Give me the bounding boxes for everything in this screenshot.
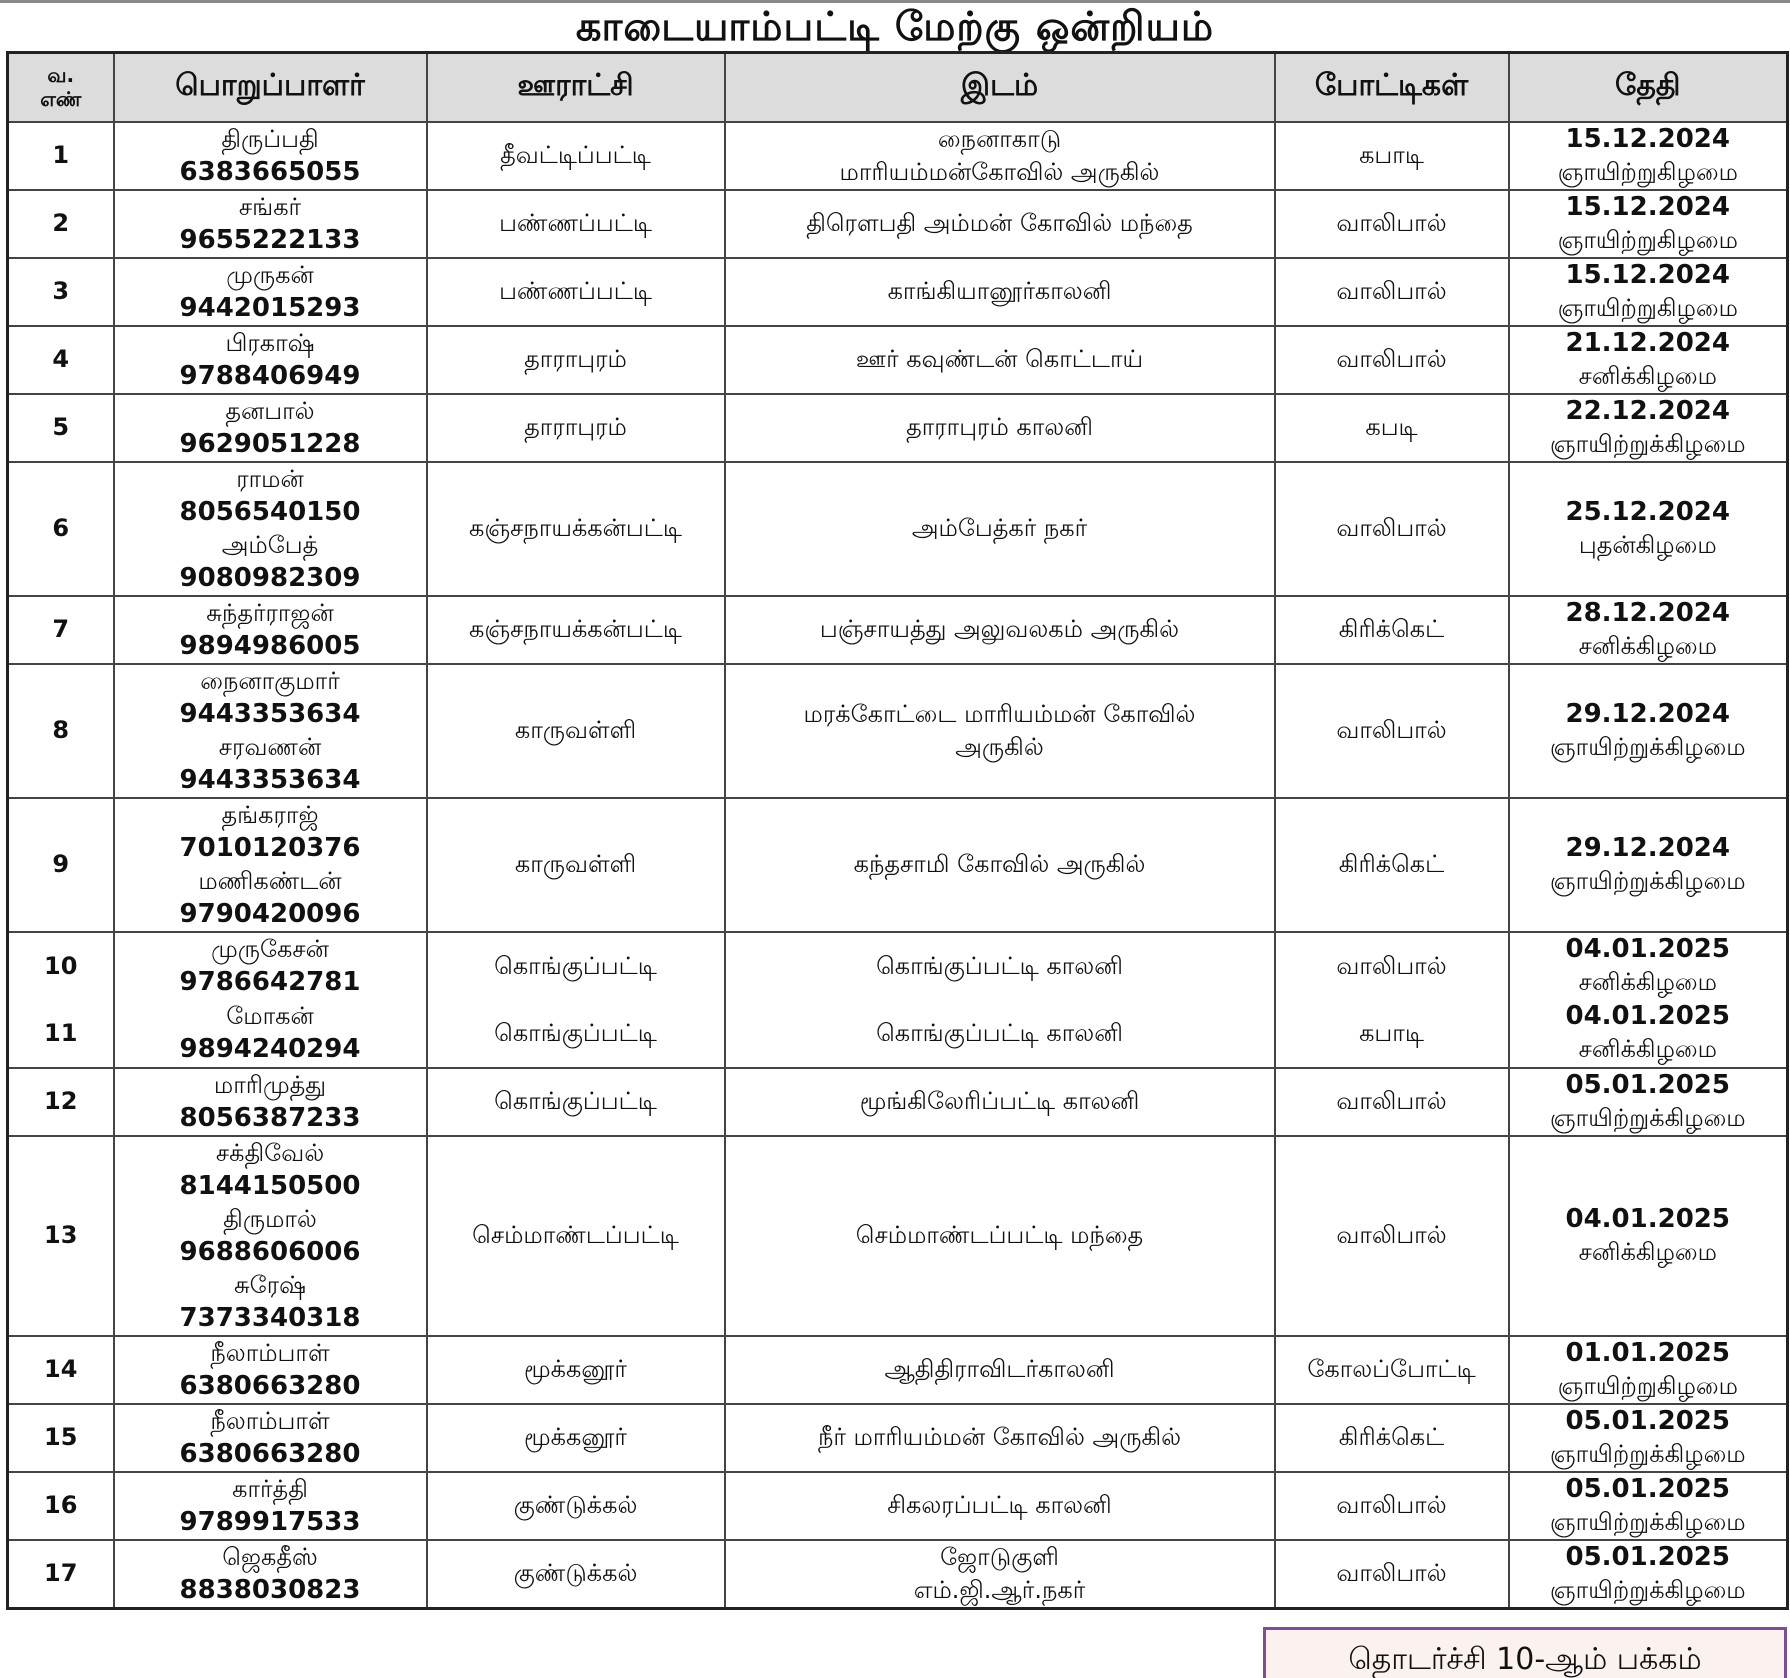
incharge-name: சக்திவேல் bbox=[215, 1138, 325, 1167]
day-value: ஞாயிற்றுக்கிழமை bbox=[1549, 1507, 1746, 1536]
header-incharge: பொறுப்பாளர் bbox=[114, 53, 427, 122]
incharge-phone: 9788406949 bbox=[179, 360, 361, 391]
date-cell bbox=[1509, 1336, 1788, 1404]
game-cell: வாலிபால் bbox=[1275, 664, 1509, 798]
incharge-phone: 9442015293 bbox=[179, 292, 361, 323]
place-line: மூங்கிலேரிப்பட்டி காலனி bbox=[859, 1087, 1140, 1115]
game-cell: வாலிபால் bbox=[1275, 1540, 1509, 1609]
serial-no: 7 bbox=[8, 596, 114, 664]
place-cell bbox=[725, 1068, 1275, 1136]
place-line: மாரியம்மன்கோவில் அருகில் bbox=[839, 157, 1160, 186]
day-value: ஞாயிற்றுக்கிழமை bbox=[1549, 732, 1746, 761]
game-cell: வாலிபால் bbox=[1275, 462, 1509, 596]
place-cell bbox=[725, 1136, 1275, 1336]
game-cell: கிரிக்கெட் bbox=[1275, 798, 1509, 932]
date-value: 05.01.2025 bbox=[1565, 1069, 1730, 1100]
place-cell bbox=[725, 462, 1275, 596]
village-cell: தாராபுரம் bbox=[427, 394, 725, 462]
page-title: காடையாம்பட்டி மேற்கு ஒன்றியம் bbox=[575, 4, 1215, 50]
incharge-phone: 8056540150 bbox=[179, 496, 361, 527]
village-cell: செம்மாண்டப்பட்டி bbox=[427, 1136, 725, 1336]
table-row bbox=[8, 1336, 1788, 1404]
place-line: நீர் மாரியம்மன் கோவில் அருகில் bbox=[817, 1423, 1182, 1451]
village-cell: மூக்கனூர் bbox=[427, 1336, 725, 1404]
village-cell: பண்ணப்பட்டி bbox=[427, 258, 725, 326]
incharge-name: சரவணன் bbox=[218, 732, 322, 761]
serial-no: 13 bbox=[8, 1136, 114, 1336]
game-cell: கிரிக்கெட் bbox=[1275, 596, 1509, 664]
incharge-name: மாரிமுத்து bbox=[213, 1070, 327, 1099]
incharge-cell bbox=[114, 798, 427, 932]
merged-subcell: கொங்குப்பட்டி காலனி bbox=[876, 1018, 1123, 1047]
day-value: ஞாயிற்றுகிழமை bbox=[1557, 1371, 1738, 1400]
incharge-name: நீலாம்பாள் bbox=[210, 1338, 330, 1367]
village-cell: காருவள்ளி bbox=[427, 664, 725, 798]
incharge-phone: 8838030823 bbox=[179, 1574, 361, 1605]
header-row bbox=[8, 53, 1788, 122]
game-cell: கிரிக்கெட் bbox=[1275, 1404, 1509, 1472]
incharge-name: ராமன் bbox=[236, 464, 304, 493]
incharge-name: தனபால் bbox=[225, 396, 315, 425]
game-cell: கோலப்போட்டி bbox=[1275, 1336, 1509, 1404]
table-row bbox=[8, 596, 1788, 664]
village-cell: பண்ணப்பட்டி bbox=[427, 190, 725, 258]
game-cell: வாலிபால் bbox=[1275, 190, 1509, 258]
merged-subcell: வாலிபால் bbox=[1336, 951, 1447, 980]
date-cell bbox=[1509, 258, 1788, 326]
date-cell bbox=[1509, 190, 1788, 258]
place-line: நைனாகாடு bbox=[937, 124, 1062, 153]
incharge-cell bbox=[114, 1540, 427, 1609]
date-cell bbox=[1509, 596, 1788, 664]
incharge-cell bbox=[114, 1136, 427, 1336]
date-value: 15.12.2024 bbox=[1565, 123, 1730, 154]
date-value: 22.12.2024 bbox=[1565, 395, 1730, 426]
village-cell: தீவட்டிப்பட்டி bbox=[427, 122, 725, 190]
merged-subcell bbox=[1516, 933, 1781, 1000]
day-value: ஞாயிற்றுக்கிழமை bbox=[1549, 1575, 1746, 1604]
place-line: அம்பேத்கர் நகர் bbox=[911, 514, 1088, 542]
incharge-name: சங்கர் bbox=[238, 192, 302, 221]
header-serial-no-line2: எண் bbox=[40, 87, 82, 112]
place-cell bbox=[725, 326, 1275, 394]
merged-subcell: 11 bbox=[44, 1018, 78, 1047]
incharge-name: கார்த்தி bbox=[232, 1474, 308, 1503]
date-cell bbox=[1509, 122, 1788, 190]
incharge-name: முருகேசன் bbox=[211, 935, 329, 963]
incharge-name: ஜெகதீஸ் bbox=[222, 1542, 318, 1571]
incharge-phone: 9894240294 bbox=[179, 1034, 361, 1064]
date-cell bbox=[1509, 462, 1788, 596]
date-cell bbox=[1509, 1404, 1788, 1472]
date-value: 21.12.2024 bbox=[1565, 327, 1730, 358]
game-cell bbox=[1275, 932, 1509, 1068]
table-body bbox=[8, 122, 1788, 1609]
serial-no: 12 bbox=[8, 1068, 114, 1136]
place-cell bbox=[725, 122, 1275, 190]
incharge-cell bbox=[114, 664, 427, 798]
incharge-name: அம்பேத் bbox=[221, 530, 319, 559]
date-value: 01.01.2025 bbox=[1565, 1337, 1730, 1368]
place-line: ஜோடுகுளி bbox=[940, 1542, 1059, 1571]
header-serial-no bbox=[8, 53, 114, 122]
serial-no: 15 bbox=[8, 1404, 114, 1472]
incharge-phone: 9789917533 bbox=[179, 1506, 361, 1537]
serial-no: 5 bbox=[8, 394, 114, 462]
incharge-name: மோகன் bbox=[226, 1002, 314, 1030]
game-cell: கபடி bbox=[1275, 394, 1509, 462]
header-date: தேதி bbox=[1509, 53, 1788, 122]
place-cell bbox=[725, 258, 1275, 326]
incharge-cell bbox=[114, 190, 427, 258]
village-cell: கஞ்சநாயக்கன்பட்டி bbox=[427, 462, 725, 596]
date-value: 05.01.2025 bbox=[1565, 1473, 1730, 1504]
header-place: இடம் bbox=[725, 53, 1275, 122]
incharge-cell bbox=[114, 394, 427, 462]
place-cell bbox=[725, 1472, 1275, 1540]
table-row bbox=[8, 326, 1788, 394]
date-cell bbox=[1509, 394, 1788, 462]
incharge-phone: 9443353634 bbox=[179, 698, 361, 729]
table-row bbox=[8, 798, 1788, 932]
village-cell: காருவள்ளி bbox=[427, 798, 725, 932]
incharge-phone: 7010120376 bbox=[179, 832, 361, 863]
table-row bbox=[8, 1472, 1788, 1540]
place-cell bbox=[725, 798, 1275, 932]
serial-no: 17 bbox=[8, 1540, 114, 1609]
table-row bbox=[8, 1136, 1788, 1336]
serial-no: 4 bbox=[8, 326, 114, 394]
date-value: 04.01.2025 bbox=[1565, 934, 1730, 964]
day-value: ஞாயிற்றுக்கிழமை bbox=[1549, 866, 1746, 895]
day-value: ஞாயிற்றுக்கிழமை bbox=[1549, 429, 1746, 458]
incharge-phone: 9655222133 bbox=[179, 224, 361, 255]
header-village: ஊராட்சி bbox=[427, 53, 725, 122]
incharge-phone: 9790420096 bbox=[179, 898, 361, 929]
merged-subcell: கொங்குப்பட்டி bbox=[494, 951, 657, 980]
incharge-phone: 7373340318 bbox=[179, 1302, 361, 1333]
incharge-phone: 6380663280 bbox=[179, 1370, 361, 1401]
incharge-name: மணிகண்டன் bbox=[198, 866, 342, 895]
incharge-phone: 6383665055 bbox=[179, 156, 361, 187]
serial-no: 14 bbox=[8, 1336, 114, 1404]
place-line: கந்தசாமி கோவில் அருகில் bbox=[853, 850, 1146, 878]
place-line: மரக்கோட்டை மாரியம்மன் கோவில் bbox=[803, 699, 1196, 728]
incharge-name: சுரேஷ் bbox=[234, 1270, 306, 1299]
header-serial-no-line1: வ. bbox=[47, 63, 75, 88]
serial-no bbox=[8, 932, 114, 1068]
place-line: சிகலரப்பட்டி காலனி bbox=[887, 1491, 1112, 1519]
date-cell bbox=[1509, 932, 1788, 1068]
place-line: எம்.ஜி.ஆர்.நகர் bbox=[913, 1575, 1086, 1604]
incharge-cell bbox=[114, 1068, 427, 1136]
date-value: 15.12.2024 bbox=[1565, 191, 1730, 222]
date-value: 25.12.2024 bbox=[1565, 496, 1730, 527]
place-cell bbox=[725, 394, 1275, 462]
incharge-cell bbox=[114, 596, 427, 664]
place-cell bbox=[725, 1404, 1275, 1472]
date-value: 15.12.2024 bbox=[1565, 259, 1730, 290]
serial-no: 16 bbox=[8, 1472, 114, 1540]
place-line: ஊர் கவுண்டன் கொட்டாய் bbox=[855, 345, 1144, 373]
day-value: ஞாயிற்றுகிழமை bbox=[1557, 157, 1738, 186]
serial-no: 3 bbox=[8, 258, 114, 326]
place-line: பஞ்சாயத்து அலுவலகம் அருகில் bbox=[819, 615, 1180, 643]
game-cell: வாலிபால் bbox=[1275, 326, 1509, 394]
day-value: ஞாயிற்றுக்கிழமை bbox=[1549, 1439, 1746, 1468]
table-row bbox=[8, 664, 1788, 798]
incharge-cell bbox=[114, 462, 427, 596]
game-cell: வாலிபால் bbox=[1275, 1136, 1509, 1336]
incharge-name: பிரகாஷ் bbox=[225, 328, 315, 357]
incharge-phone: 6380663280 bbox=[179, 1438, 361, 1469]
incharge-name: திருமால் bbox=[223, 1204, 317, 1233]
merged-subcell: 10 bbox=[44, 951, 78, 980]
header-games: போட்டிகள் bbox=[1275, 53, 1509, 122]
incharge-phone: 8144150500 bbox=[179, 1170, 361, 1201]
place-cell bbox=[725, 664, 1275, 798]
incharge-name: நைனாகுமார் bbox=[200, 666, 340, 695]
incharge-phone: 8056387233 bbox=[179, 1102, 361, 1133]
place-cell bbox=[725, 190, 1275, 258]
day-value: சனிக்கிழமை bbox=[1578, 361, 1717, 390]
date-value: 05.01.2025 bbox=[1565, 1405, 1730, 1436]
place-line: காங்கியானூர்காலனி bbox=[887, 277, 1112, 305]
date-value: 29.12.2024 bbox=[1565, 832, 1730, 863]
place-line: திரௌபதி அம்மன் கோவில் மந்தை bbox=[806, 209, 1193, 237]
incharge-phone: 9688606006 bbox=[179, 1236, 361, 1267]
incharge-phone: 9786642781 bbox=[179, 967, 361, 997]
table-row bbox=[8, 190, 1788, 258]
incharge-cell bbox=[114, 1404, 427, 1472]
village-cell: தாராபுரம் bbox=[427, 326, 725, 394]
incharge-phone: 9080982309 bbox=[179, 562, 361, 593]
incharge-cell bbox=[114, 932, 427, 1068]
date-cell bbox=[1509, 1068, 1788, 1136]
table-row bbox=[8, 1404, 1788, 1472]
incharge-name: முருகன் bbox=[226, 260, 314, 289]
game-cell: வாலிபால் bbox=[1275, 1472, 1509, 1540]
incharge-cell bbox=[114, 258, 427, 326]
village-cell: குண்டுக்கல் bbox=[427, 1540, 725, 1609]
date-value: 28.12.2024 bbox=[1565, 597, 1730, 628]
incharge-name: தங்கராஜ் bbox=[221, 800, 319, 829]
table-row bbox=[8, 258, 1788, 326]
game-cell: வாலிபால் bbox=[1275, 1068, 1509, 1136]
incharge-phone: 9443353634 bbox=[179, 764, 361, 795]
place-line: அருகில் bbox=[955, 732, 1044, 761]
table-row bbox=[8, 122, 1788, 190]
date-value: 04.01.2025 bbox=[1565, 1001, 1730, 1031]
incharge-name: நீலாம்பாள் bbox=[210, 1406, 330, 1435]
schedule-table bbox=[6, 51, 1789, 1610]
incharge-name: திருப்பதி bbox=[221, 124, 319, 153]
date-cell bbox=[1509, 1472, 1788, 1540]
date-cell bbox=[1509, 1136, 1788, 1336]
day-value: சனிக்கிழமை bbox=[1578, 631, 1717, 660]
serial-no: 2 bbox=[8, 190, 114, 258]
merged-subcell bbox=[121, 1000, 420, 1067]
place-line: ஆதிதிராவிடர்காலனி bbox=[884, 1355, 1115, 1383]
day-value: ஞாயிற்றுகிழமை bbox=[1557, 293, 1738, 322]
date-cell bbox=[1509, 1540, 1788, 1609]
serial-no: 6 bbox=[8, 462, 114, 596]
table-row-merged bbox=[8, 932, 1788, 1068]
day-value: சனிக்கிழமை bbox=[1578, 1035, 1717, 1063]
place-cell bbox=[725, 1540, 1275, 1609]
place-line: செம்மாண்டப்பட்டி மந்தை bbox=[855, 1221, 1144, 1249]
merged-subcell bbox=[121, 933, 420, 1000]
top-rule bbox=[0, 0, 1790, 3]
serial-no: 9 bbox=[8, 798, 114, 932]
incharge-phone: 9629051228 bbox=[179, 428, 361, 459]
place-cell bbox=[725, 1336, 1275, 1404]
day-value: ஞாயிற்றுகிழமை bbox=[1557, 225, 1738, 254]
date-value: 29.12.2024 bbox=[1565, 698, 1730, 729]
date-cell bbox=[1509, 798, 1788, 932]
merged-subcell: கொங்குப்பட்டி காலனி bbox=[876, 951, 1123, 980]
merged-subcell bbox=[1516, 1000, 1781, 1067]
village-cell: குண்டுக்கல் bbox=[427, 1472, 725, 1540]
incharge-cell bbox=[114, 1472, 427, 1540]
table-row bbox=[8, 1540, 1788, 1609]
merged-subcell: கொங்குப்பட்டி bbox=[494, 1018, 657, 1047]
place-line: தாராபுரம் காலனி bbox=[906, 413, 1093, 441]
table-row bbox=[8, 1068, 1788, 1136]
village-cell: கொங்குப்பட்டி bbox=[427, 1068, 725, 1136]
day-value: சனிக்கிழமை bbox=[1578, 968, 1717, 996]
incharge-phone: 9894986005 bbox=[179, 630, 361, 661]
village-cell: கஞ்சநாயக்கன்பட்டி bbox=[427, 596, 725, 664]
village-cell: மூக்கனூர் bbox=[427, 1404, 725, 1472]
date-value: 05.01.2025 bbox=[1565, 1541, 1730, 1572]
place-cell bbox=[725, 932, 1275, 1068]
table-row bbox=[8, 394, 1788, 462]
incharge-cell bbox=[114, 1336, 427, 1404]
incharge-cell bbox=[114, 326, 427, 394]
day-value: புதன்கிழமை bbox=[1578, 530, 1717, 559]
game-cell: வாலிபால் bbox=[1275, 258, 1509, 326]
incharge-cell bbox=[114, 122, 427, 190]
game-cell: கபாடி bbox=[1275, 122, 1509, 190]
day-value: சனிக்கிழமை bbox=[1578, 1237, 1717, 1266]
day-value: ஞாயிற்றுக்கிழமை bbox=[1549, 1103, 1746, 1132]
date-cell bbox=[1509, 326, 1788, 394]
serial-no: 1 bbox=[8, 122, 114, 190]
date-value: 04.01.2025 bbox=[1565, 1203, 1730, 1234]
place-cell bbox=[725, 596, 1275, 664]
serial-no: 8 bbox=[8, 664, 114, 798]
merged-subcell: கபாடி bbox=[1359, 1018, 1424, 1047]
table-row bbox=[8, 462, 1788, 596]
date-cell bbox=[1509, 664, 1788, 798]
village-cell bbox=[427, 932, 725, 1068]
incharge-name: சுந்தர்ராஜன் bbox=[206, 598, 334, 627]
continuation-note: தொடர்ச்சி 10-ஆம் பக்கம் bbox=[1263, 1627, 1787, 1678]
